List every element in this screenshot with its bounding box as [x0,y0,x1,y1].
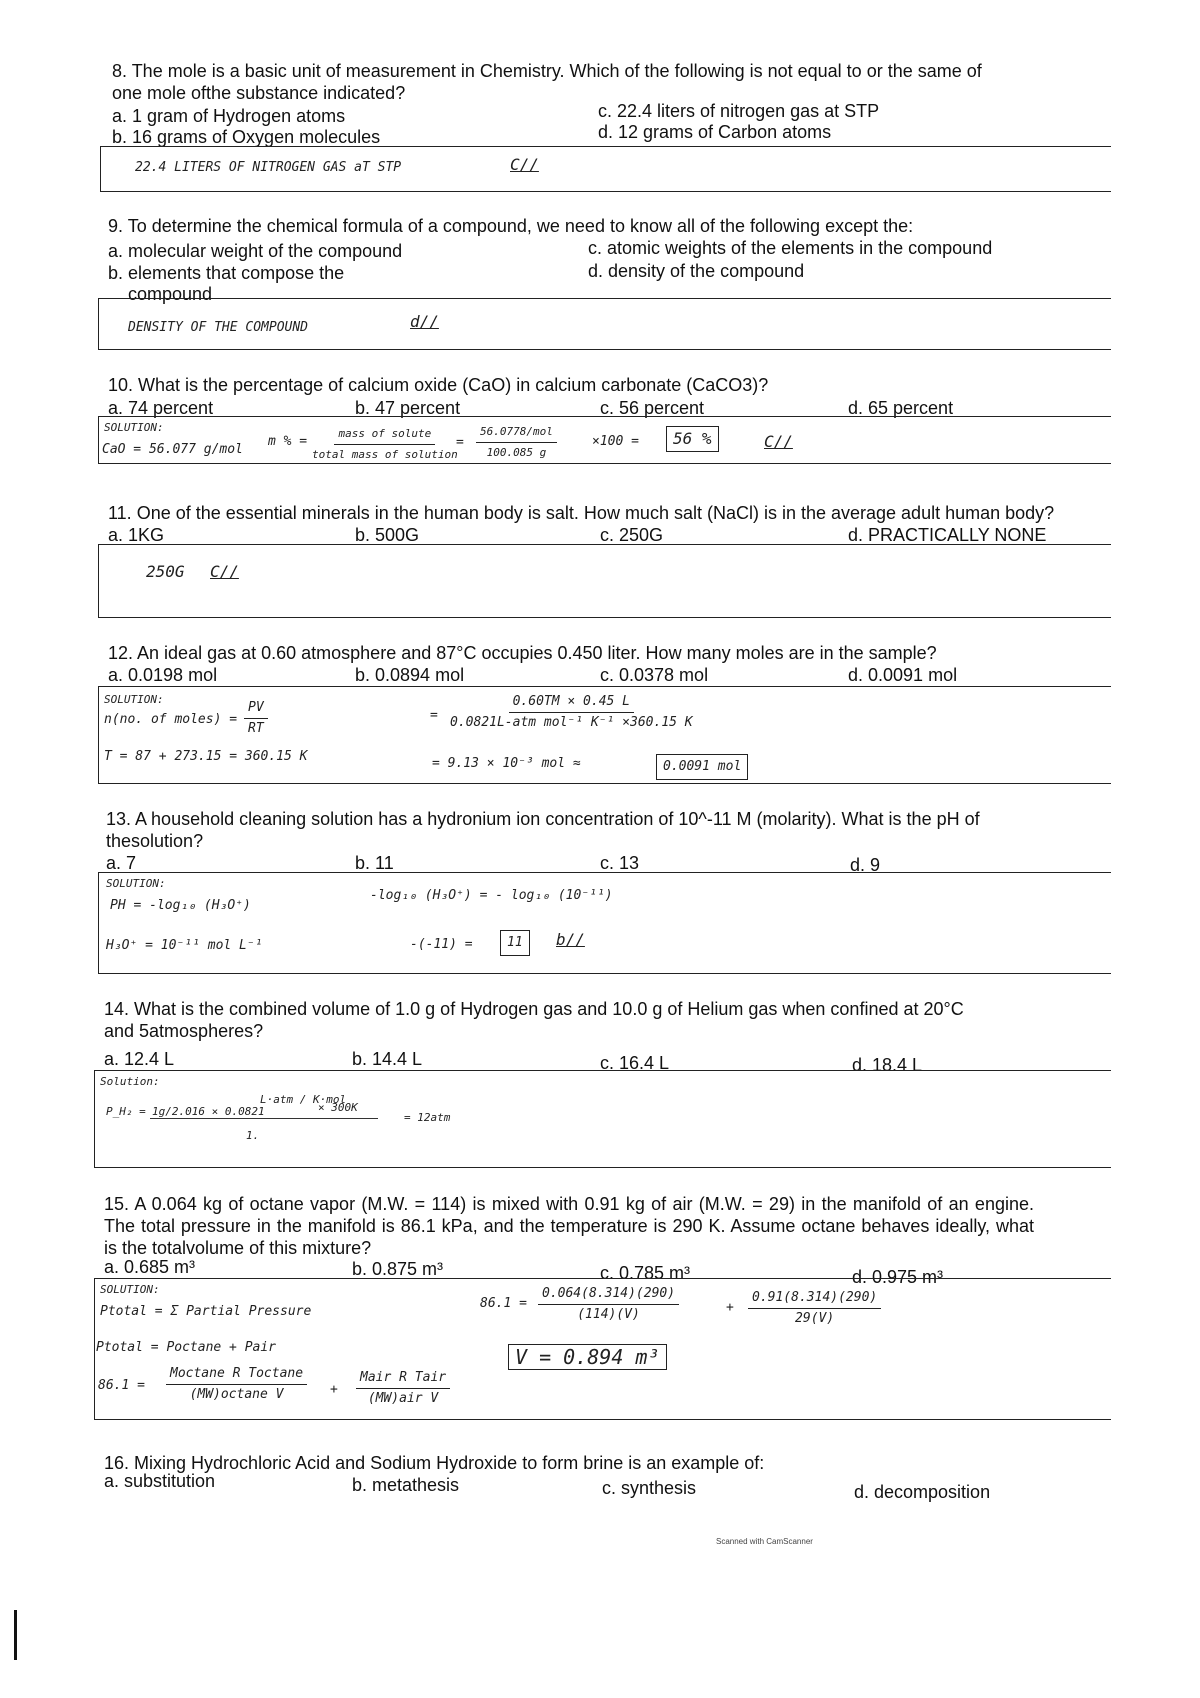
q15-equation-lhs: 86.1 = [98,1378,145,1393]
q11-option-b: b. 500G [355,525,420,545]
q9-option-c: c. atomic weights of the elements in the compound [588,238,993,258]
q16-option-d: d. decomposition [854,1482,991,1502]
q10-option-a: a. 74 percent [108,398,214,418]
q12-temperature: T = 87 + 273.15 = 360.15 K [104,749,308,764]
q16-option-a: a. substitution [104,1471,216,1491]
q10-formula-denominator: total mass of solution [312,448,458,461]
q14-fraction-bar [150,1118,378,1119]
scan-margin-mark [14,1610,17,1660]
q9-option-d: d. density of the compound [588,261,805,281]
q15-octane-fraction [166,1364,307,1405]
q10-times-100: ×100 = [592,434,639,449]
q10-stem: 10. What is the percentage of calcium oxide (CaO) in calcium carbonate (CaCO3)? [108,375,769,395]
q14-pressure-result: = 12atm [404,1111,451,1124]
q14-stem: 14. What is the combined volume of 1.0 g of Hydrogen gas and 10.0 g of Helium gas when confined at 20°C and 5atmospheres? [104,999,964,1041]
q15-option-b: b. 0.875 m³ [352,1259,444,1279]
q12-stem: 12. An ideal gas at 0.60 atmosphere and 87°C occupies 0.450 liter. How many moles are in the sample? [108,643,937,663]
q12-option-d: d. 0.0091 mol [848,665,958,685]
q12-result-line: = 9.13 × 10⁻³ mol ≈ [432,756,581,771]
q12-moles-label: n(no. of moles) = [104,712,238,727]
q13-stem: 13. A household cleaning solution has a hydronium ion concentration of 10^-11 M (molarity). What is the pH of thesolution? [106,809,980,851]
q8-option-b: b. 16 grams of Oxygen molecules [112,127,381,147]
q11-stem: 11. One of the essential minerals in the human body is salt. How much salt (NaCl) is in the average adult human body? [108,503,1055,523]
q14-pressure-label: P_H₂ = [106,1105,146,1118]
q11-option-a: a. 1KG [108,525,165,545]
q15-plus: + [330,1382,338,1397]
q13-option-a: a. 7 [106,853,137,873]
q8-option-d: d. 12 grams of Carbon atoms [598,122,832,142]
q16-stem: 16. Mixing Hydrochloric Acid and Sodium Hydroxide to form brine is an example of: [104,1453,765,1473]
q13-solution-label: SOLUTION: [106,877,166,890]
q14-option-c: c. 16.4 L [600,1053,670,1073]
q12-pv-rt-fraction [244,698,268,739]
q13-grade-mark: b// [556,930,585,949]
q12-option-b: b. 0.0894 mol [355,665,465,685]
q8-option-a: a. 1 gram of Hydrogen atoms [112,106,346,126]
q15-ptotal-sum: Ptotal = Σ Partial Pressure [100,1304,312,1319]
q15-air-denominator: (MW)air V [367,1391,439,1406]
q13-result: 11 [500,930,530,956]
q15-air-values-fraction [748,1288,881,1329]
q15-octane-numerator: Moctane R Toctane [166,1364,307,1385]
q10-value-numerator: 56.0778/mol [476,422,557,443]
q15-stem: 15. A 0.064 kg of octane vapor (M.W. = 114) is mixed with 0.91 kg of air (M.W. = 29) in the manifold of an engine. The total pressure in the manifold is 86.1 kPa, and the temperature is 290 K. Assume octane behaves ideally, what is the totalvolume of this mixture? [104,1194,1034,1258]
q11-option-c: c. 250G [600,525,664,545]
q13-option-d: d. 9 [850,855,881,875]
q12-option-c: c. 0.0378 mol [600,665,709,685]
q12-pv: PV [244,698,268,719]
q11-grade-mark: C// [210,562,239,581]
q12-result: 0.0091 mol [656,754,748,780]
q13-neg-step: -(-11) = [410,937,473,952]
q15-rhs-lhs: 86.1 = [480,1296,527,1311]
q13-option-c: c. 13 [600,853,640,873]
scanner-footer: Scanned with CamScanner [716,1537,813,1546]
q12-solution-label: SOLUTION: [104,693,164,706]
q15-air-values-numerator: 0.91(8.314)(290) [748,1288,881,1309]
q8-answer-text: 22.4 LITERS OF NITROGEN GAS aT STP [135,160,402,175]
q15-air-values-denominator: 29(V) [795,1311,835,1326]
q10-result: 56 % [666,426,719,452]
q10-mass-percent-label: m % = [268,434,308,449]
q12-option-a: a. 0.0198 mol [108,665,218,685]
q10-grade-mark: C// [764,432,793,451]
q14-option-a: a. 12.4 L [104,1049,175,1069]
q11-answer-box [98,544,1111,618]
q9-option-b-cont: compound [128,284,213,304]
q16-option-b: b. metathesis [352,1475,460,1495]
q10-formula-numerator: mass of solute [334,424,435,445]
q9-option-b: b. elements that compose the [108,263,345,283]
q9-grade-mark: d// [410,312,439,331]
q9-stem: 9. To determine the chemical formula of a compound, we need to know all of the following except the: [108,216,914,236]
q15-option-a: a. 0.685 m³ [104,1257,196,1277]
q15-air-fraction [356,1368,450,1409]
q10-value-fraction [476,422,557,463]
q15-octane-values-denominator: (114)(V) [577,1307,640,1322]
q10-value-denominator: 100.085 g [486,446,547,459]
q8-grade-mark: C// [510,155,539,174]
q13-ph-formula: PH = -log₁₀ (H₃O⁺) [110,898,251,913]
q10-option-d: d. 65 percent [848,398,954,418]
q8-option-c: c. 22.4 liters of nitrogen gas at STP [598,101,880,121]
q10-formula-fraction [312,424,458,465]
q10-equals: = [456,435,464,450]
q14-solution-label: Solution: [100,1075,160,1088]
q12-equals: = [430,708,438,723]
q15-octane-denominator: (MW)octane V [189,1387,284,1402]
q15-air-numerator: Mair R Tair [356,1368,450,1389]
q13-log-step: -log₁₀ (H₃O⁺) = - log₁₀ (10⁻¹¹) [370,888,613,903]
q14-pressure-units: L·atm / K·mol [260,1093,347,1106]
q16-option-c: c. synthesis [602,1478,697,1498]
q13-h3o-value: H₃O⁺ = 10⁻¹¹ mol L⁻¹ [106,938,263,953]
q10-solution-label: SOLUTION: [104,421,164,434]
q10-cao-mass: CaO = 56.077 g/mol [102,442,243,457]
q15-option-c: c. 0.785 m³ [600,1263,691,1283]
q15-plus-values: + [726,1300,734,1315]
q15-ptotal-parts: Ptotal = Poctane + Pair [96,1340,277,1355]
q10-option-b: b. 47 percent [355,398,461,418]
q15-result: V = 0.894 m³ [508,1344,667,1370]
q12-rt: RT [248,721,264,736]
q11-answer-text: 250G [146,562,185,581]
q12-value-fraction [450,692,693,733]
q8-stem: 8. The mole is a basic unit of measurement in Chemistry. Which of the following is not equal to or the same of one mole ofthe substance indicated? [112,61,982,103]
q12-denominator: 0.0821L-atm mol⁻¹ K⁻¹ ×360.15 K [450,715,693,730]
q14-pressure-denominator: 1. [246,1129,260,1142]
q15-octane-values-fraction [538,1284,679,1325]
q13-option-b: b. 11 [355,853,394,873]
q15-option-d: d. 0.975 m³ [852,1267,944,1287]
q11-option-d: d. PRACTICALLY NONE [848,525,1047,545]
q9-option-a: a. molecular weight of the compound [108,241,403,261]
q15-octane-values-numerator: 0.064(8.314)(290) [538,1284,679,1305]
q9-answer-text: DENSITY OF THE COMPOUND [128,320,309,335]
q15-solution-label: SOLUTION: [100,1283,160,1296]
q14-option-d: d. 18.4 L [852,1055,923,1075]
q12-numerator: 0.60TM × 0.45 L [509,692,634,713]
q14-pressure-times: × 300K [318,1101,358,1114]
q10-option-c: c. 56 percent [600,398,705,418]
q14-pressure-expr: 1g/2.016 × 0.0821 [152,1105,265,1118]
q14-option-b: b. 14.4 L [352,1049,423,1069]
